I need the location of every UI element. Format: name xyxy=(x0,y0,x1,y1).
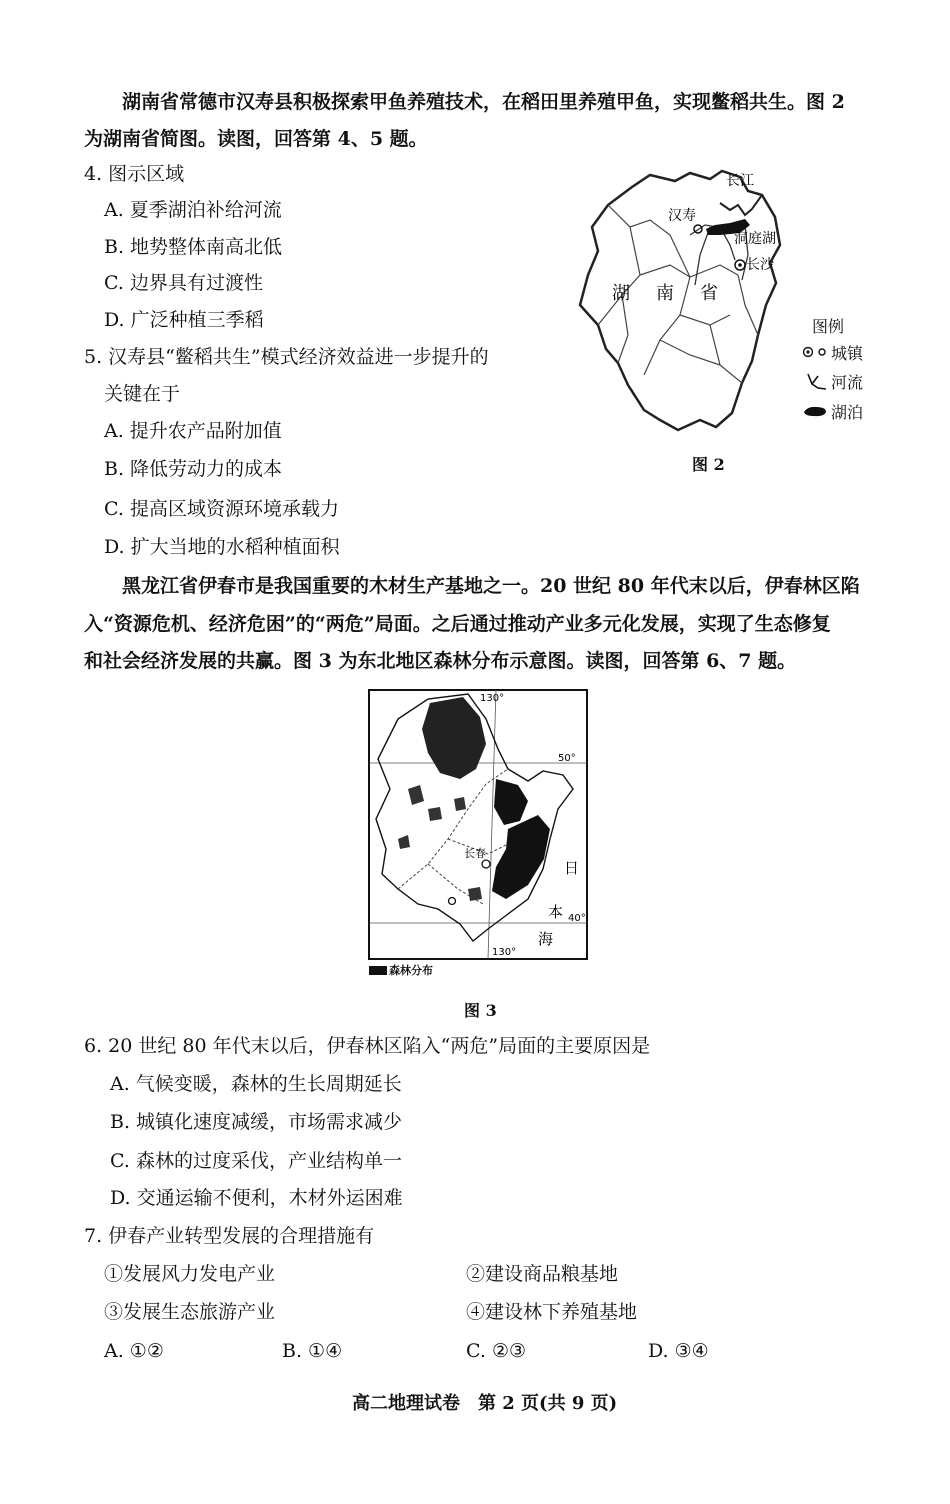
label-province-1: 湖 xyxy=(612,283,630,304)
lake-symbol-icon xyxy=(802,404,828,418)
fig3-caption: 图 3 xyxy=(464,1001,497,1020)
label-sea-3: 海 xyxy=(538,930,554,948)
label-province-3: 省 xyxy=(700,283,718,304)
q5-option-c[interactable]: C. 提高区域资源环境承载力 xyxy=(104,498,339,520)
q6-option-c[interactable]: C. 森林的过度采伐，产业结构单一 xyxy=(110,1150,402,1172)
q5-option-a[interactable]: A. 提升农产品附加值 xyxy=(104,420,282,442)
q7-option-a[interactable]: A. ①② xyxy=(104,1340,164,1362)
label-sea-1: 日 xyxy=(564,859,580,877)
passage1-line2: 为湖南省简图。读图，回答第 4、5 题。 xyxy=(84,128,428,150)
page-footer: 高二地理试卷 第 2 页(共 9 页) xyxy=(352,1393,618,1414)
passage2-line1: 黑龙江省伊春市是我国重要的木材生产基地之一。20 世纪 80 年代末以后，伊春林区陷 xyxy=(122,575,860,597)
changsha-town-dot xyxy=(738,263,742,267)
label-lon130-top: 130° xyxy=(480,693,505,704)
label-dongtinghu: 洞庭湖 xyxy=(734,231,776,247)
forest-legend-label: 森林分布 xyxy=(389,964,433,977)
q7-option-b[interactable]: B. ①④ xyxy=(282,1340,343,1362)
legend-town: 城镇 xyxy=(831,344,864,363)
q7-item-4: ④建设林下养殖基地 xyxy=(466,1301,638,1323)
passage2-line3: 和社会经济发展的共赢。图 3 为东北地区森林分布示意图。读图，回答第 6、7 题。 xyxy=(84,650,797,672)
town-symbol-icon xyxy=(802,346,828,358)
legend-river: 河流 xyxy=(831,373,864,392)
passage2-line2: 入“资源危机、经济危困”的“两危”局面。之后通过推动产业多元化发展，实现了生态修复 xyxy=(84,613,831,635)
q4-stem: 4. 图示区域 xyxy=(84,163,185,185)
label-changchun: 长春 xyxy=(464,847,486,860)
q5-stem-line2: 关键在于 xyxy=(104,383,181,405)
q7-item-2: ②建设商品粮基地 xyxy=(466,1263,619,1285)
q7-stem: 7. 伊春产业转型发展的合理措施有 xyxy=(84,1225,375,1247)
q4-option-c[interactable]: C. 边界具有过渡性 xyxy=(104,272,263,294)
q6-stem: 6. 20 世纪 80 年代末以后，伊春林区陷入“两危”局面的主要原因是 xyxy=(84,1035,651,1057)
legend-title: 图例 xyxy=(812,317,845,336)
q6-option-d[interactable]: D. 交通运输不便利，木材外运困难 xyxy=(110,1187,403,1209)
label-changsha: 长沙 xyxy=(746,257,774,273)
passage1-line1: 湖南省常德市汉寿县积极探索甲鱼养殖技术，在稻田里养殖甲鱼，实现鳖稻共生。图 2 xyxy=(122,91,845,113)
forest-legend-swatch xyxy=(369,966,387,975)
label-sea-2: 本 xyxy=(548,903,564,921)
river-symbol-icon xyxy=(804,372,828,392)
label-hanshou: 汉寿 xyxy=(668,208,696,224)
q6-option-a[interactable]: A. 气候变暖，森林的生长周期延长 xyxy=(110,1073,402,1095)
legend-lake: 湖泊 xyxy=(831,403,864,422)
label-province-2: 南 xyxy=(656,283,674,304)
label-lat40: 40° xyxy=(568,913,586,924)
q6-option-b[interactable]: B. 城镇化速度减缓，市场需求减少 xyxy=(110,1111,403,1133)
q5-stem-line1: 5. 汉寿县“鳖稻共生”模式经济效益进一步提升的 xyxy=(84,346,489,368)
fig2-caption: 图 2 xyxy=(692,455,725,474)
northeast-forest-map xyxy=(368,689,588,960)
q4-option-a[interactable]: A. 夏季湖泊补给河流 xyxy=(104,199,282,221)
q4-option-d[interactable]: D. 广泛种植三季稻 xyxy=(104,309,264,331)
q7-item-1: ①发展风力发电产业 xyxy=(104,1263,276,1285)
q4-option-b[interactable]: B. 地势整体南高北低 xyxy=(104,236,283,258)
q7-option-c[interactable]: C. ②③ xyxy=(466,1340,527,1362)
label-lat50: 50° xyxy=(558,753,576,764)
q7-item-3: ③发展生态旅游产业 xyxy=(104,1301,276,1323)
yangtze-river xyxy=(720,195,762,215)
q5-option-d[interactable]: D. 扩大当地的水稻种植面积 xyxy=(104,536,340,558)
hunan-map xyxy=(570,165,800,440)
label-lon130-bottom: 130° xyxy=(492,947,517,958)
q5-option-b[interactable]: B. 降低劳动力的成本 xyxy=(104,458,283,480)
label-changjiang: 长江 xyxy=(726,173,754,189)
q7-option-d[interactable]: D. ③④ xyxy=(648,1340,709,1362)
